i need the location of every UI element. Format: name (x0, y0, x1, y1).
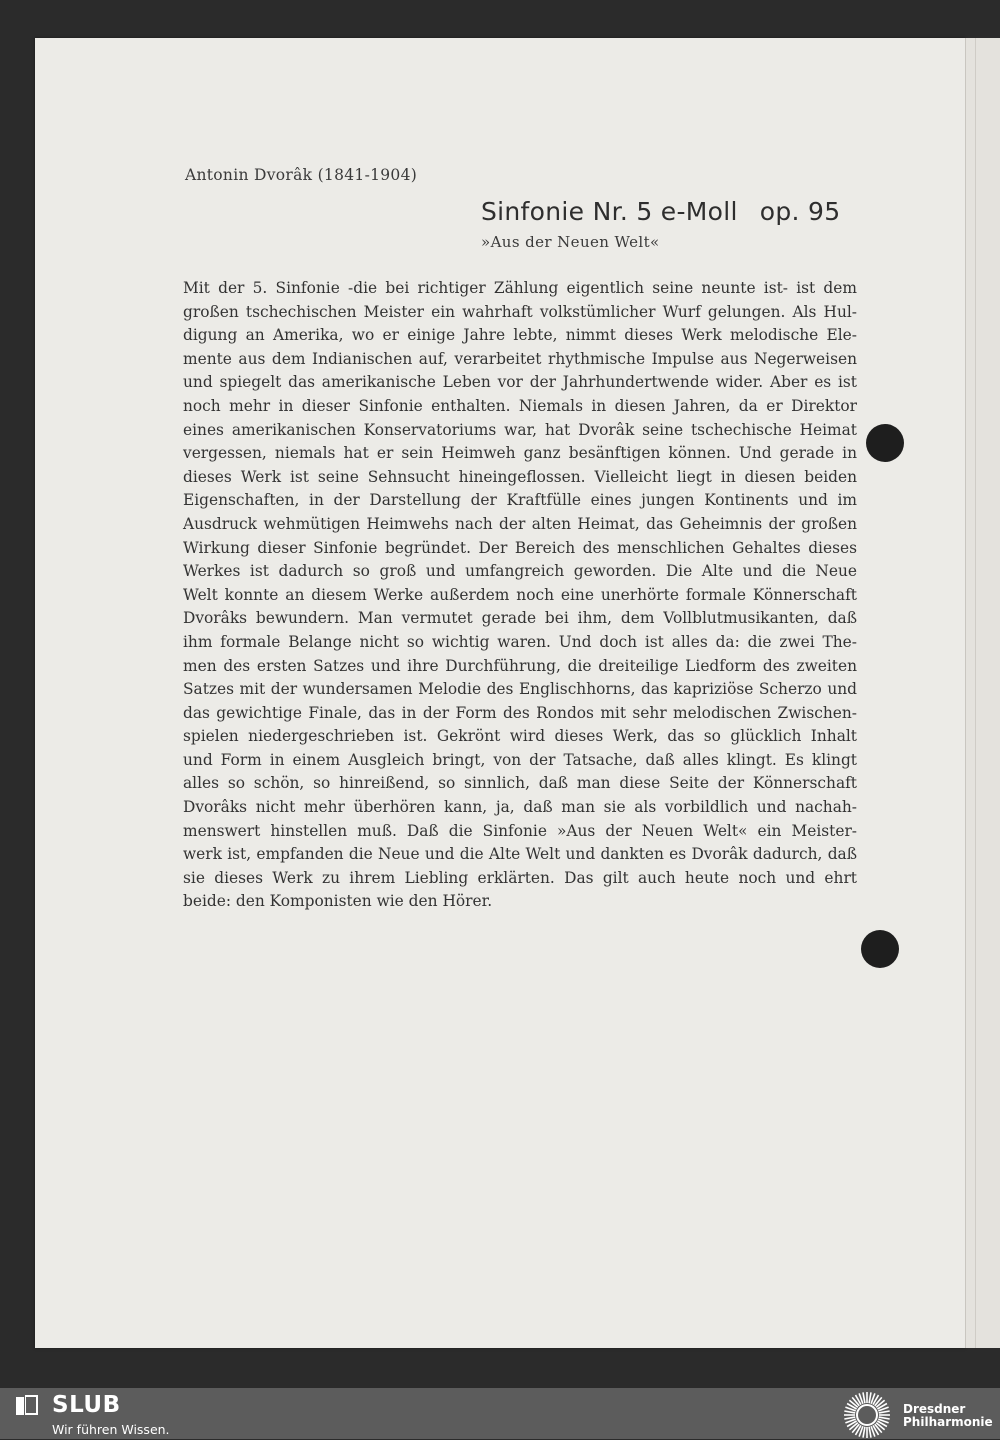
text-line: menswert hinstellen muß. Daß die Sinfonie »Aus der Neuen Welt« ein Meister- (183, 821, 857, 840)
text-line: Wirkung dieser Sinfonie begründet. Der Bereich des menschlichen Gehaltes dieses (183, 538, 857, 557)
partner-line-1: Dresdner (903, 1402, 966, 1416)
sunburst-ray (844, 1411, 855, 1413)
sunburst-ray (869, 1427, 871, 1438)
opus-number: op. 95 (759, 197, 841, 226)
text-line: Dvorâks nicht mehr überhören kann, ja, daß man sie als vorbildlich und nachah- (183, 798, 857, 817)
sunburst-ray (879, 1417, 890, 1419)
sunburst-ray (879, 1411, 890, 1413)
philharmonie-sunburst-icon (842, 1390, 892, 1440)
slub-tagline: Wir führen Wissen. (52, 1422, 170, 1437)
text-line: großen tschechischen Meister ein wahrhaft volkstümlicher Wurf gelungen. Als Hul- (183, 302, 857, 321)
punch-hole-upper (866, 424, 904, 462)
slub-book-icon (14, 1392, 40, 1418)
text-line: dieses Werk ist seine Sehnsucht hineingeflossen. Vielleicht liegt in diesen beiden (183, 467, 857, 486)
sunburst-ray (869, 1392, 871, 1403)
punch-hole-lower (861, 930, 899, 968)
text-line: Mit der 5. Sinfonie -die bei richtiger Zählung eigentlich seine neunte ist- ist dem (183, 279, 857, 297)
text-line: beide: den Komponisten wie den Hörer. (183, 892, 493, 911)
partner-logo-text[interactable] (903, 1403, 993, 1429)
adjacent-page-edge (965, 38, 1000, 1348)
text-line: und Form in einem Ausgleich bringt, von der Tatsache, daß alles klingt. Es klingt (183, 750, 857, 769)
text-line: eines amerikanischen Konservatoriums war, hat Dvorâk seine tschechische Heimat (183, 420, 857, 439)
work-subtitle: »Aus der Neuen Welt« (481, 233, 660, 251)
sunburst-core (857, 1405, 877, 1425)
slub-logo[interactable]: SLUB (52, 1392, 121, 1418)
text-line: vergessen, niemals hat er sein Heimweh ganz besänftigen können. Und gerade in (183, 444, 857, 463)
work-title-text: Sinfonie Nr. 5 e-Moll (481, 197, 738, 226)
text-line: mente aus dem Indianischen auf, verarbeitet rhythmische Impulse aus Negerweisen (183, 349, 857, 368)
text-line: werk ist, empfanden die Neue und die Alte Welt und dankten es Dvorâk dadurch, daß (183, 845, 857, 864)
text-line: Eigenschaften, in der Darstellung der Kraftfülle eines jungen Kontinents und im (183, 491, 857, 510)
composer-heading: Antonin Dvorâk (1841-1904) (185, 166, 418, 184)
partner-line-2: Philharmonie (903, 1415, 993, 1429)
work-title (481, 197, 840, 226)
text-line: Satzes mit der wundersamen Melodie des Englischhorns, das kapriziöse Scherzo und (183, 680, 857, 699)
text-line: digung an Amerika, wo er einige Jahre lebte, nimmt dieses Werk melodische Ele- (183, 326, 857, 345)
text-line: spielen niedergeschrieben ist. Gekrönt wird dieses Werk, das so glücklich Inhalt (183, 727, 857, 746)
sunburst-ray (844, 1417, 855, 1419)
text-line: das gewichtige Finale, das in der Form des Rondos mit sehr melodischen Zwischen- (183, 703, 857, 722)
text-line: Ausdruck wehmütigen Heimwehs nach der alten Heimat, das Geheimnis der großen (183, 514, 857, 533)
text-line: ihm formale Belange nicht so wichtig waren. Und doch ist alles da: die zwei The- (183, 632, 857, 651)
text-line: und spiegelt das amerikanische Leben vor der Jahrhundertwende wider. Aber es ist (183, 373, 857, 392)
sunburst-ray (863, 1427, 865, 1438)
sunburst-ray (863, 1392, 865, 1403)
text-line: Dvorâks bewundern. Man vermutet gerade bei ihm, dem Vollblutmusikanten, daß (183, 609, 857, 628)
text-line: men des ersten Satzes und ihre Durchführung, die dreiteilige Liedform des zweiten (183, 656, 857, 675)
text-line: noch mehr in dieser Sinfonie enthalten. Niemals in diesen Jahren, da er Direktor (183, 396, 857, 415)
text-line: sie dieses Werk zu ihrem Liebling erklärten. Das gilt auch heute noch und ehrt (183, 868, 857, 887)
page-fold (975, 38, 976, 1348)
text-line: alles so schön, so hinreißend, so sinnlich, daß man diese Seite der Könnerschaft (183, 774, 857, 793)
text-line: Welt konnte an diesem Werke außerdem noch eine unerhörte formale Könnerschaft (183, 585, 857, 604)
body-paragraph (183, 277, 857, 914)
text-line: Werkes ist dadurch so groß und umfangreich geworden. Die Alte und die Neue (183, 562, 857, 581)
